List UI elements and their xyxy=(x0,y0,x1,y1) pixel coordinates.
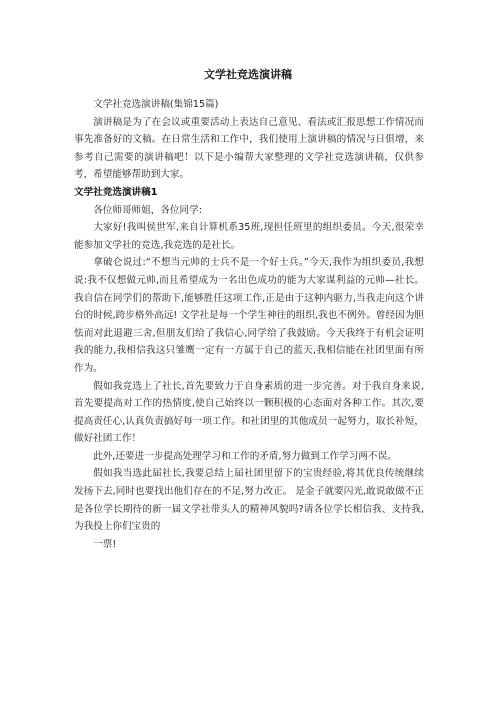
speech-paragraph: 拿破仑说过:“不想当元帅的士兵不是一个好士兵。”今天,我作为组织委员,我想说:我不仅想做元帅,而且希望成为一名出色成功的能为大家谋利益的元帅—社长。我自信在同学们的帮助下,能够胜任这项工作,正是由于这种内驱力,当我走向这个讲台的时候,跨步格外高远! 文学社是每一个学生神往的组织,我也不例外。曾经因为胆怯而对此退避三舍,但朋友们给了我信心,同学给了我鼓励。今天我终于有机会证明我的能力,我相信我这只雏鹰一定有一方属于自己的蓝天,我相信能在社团里面有所作为。 xyxy=(74,257,424,374)
speech-paragraph: 假如我竞选上了社长,首先要致力于自身素质的进一步完善。对于我自身来说,首先要提高对工作的热情度,使自己始终以一颗积极的心态面对各种工作。其次,要提高责任心,认真负责搞好每一项工作。和社团里的其他成员一起努力，取长补短，做好社团工作！ xyxy=(74,380,424,445)
speech-paragraph: 此外,还要进一步提高处理学习和工作的矛盾,努力做到工作学习两不误。 xyxy=(93,450,397,462)
speech-closing: 一票! xyxy=(93,538,117,550)
document-body xyxy=(74,96,424,553)
speech-greeting: 各位师哥师姐，各位同学: xyxy=(93,204,202,216)
section-heading: 文学社竞选演讲稿1 xyxy=(74,186,158,198)
speech-paragraph: 假如我当选此届社长,我要总结上届社团里留下的宝贵经验,将其优良传统继续发扬下去,同时也要找出他们存在的不足,努力改正。 是金子就要闪光,敢说敢做不正是各位学长期待的新一届文学社带头人的精神风貌吗?请各位学长相信我、支持我,为我投上你们宝贵的 xyxy=(74,468,424,533)
intro-subtitle: 文学社竞选演讲稿(集锦15篇) xyxy=(93,99,219,110)
speech-paragraph: 大家好!我叫侯世军,来自计算机系35班,现担任班里的组织委员。今天,很荣幸能参加文学社的竞选,我竞选的是社长。 xyxy=(74,222,424,251)
document-title: 文学社竞选演讲稿 xyxy=(204,68,292,81)
intro-paragraph: 演讲稿是为了在会议或重要活动上表达自己意见、看法或汇报思想工作情况而事先准备好的文稿。在日常生活和工作中，我们使用上演讲稿的情况与日俱增，来参考自己需要的演讲稿吧！以下是小编帮大家整理的文学社竞选演讲稿，仅供参考，希望能够帮助到大家。 xyxy=(74,116,424,181)
